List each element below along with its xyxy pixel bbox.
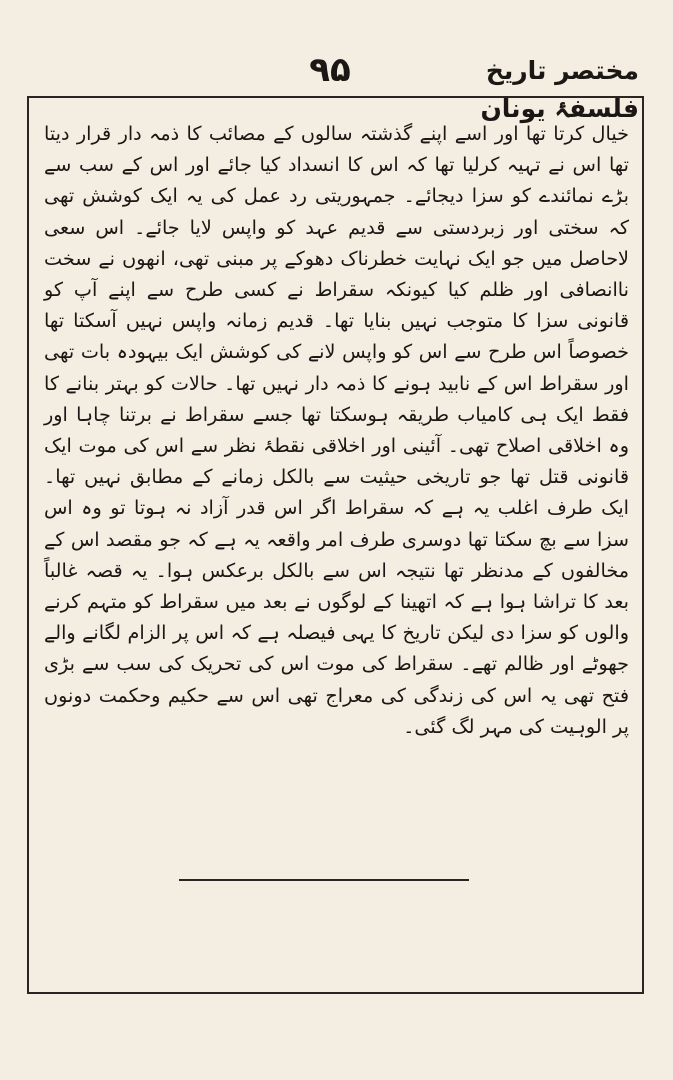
paragraph: خیال کرتا تھا اور اسے اپنے گذشتہ سالوں کے مصائب کا ذمہ دار قرار دیتا تھا اس نے تہیہ کرلیا تھا کہ اس کا انسداد کیا جائے اور اس کے سب سے بڑے نمائندے کو سزا دیجائے۔ جمہوریتی رد عمل کی یہ ایک کوشش تھی کہ سختی اور زبردستی سے قدیم عہد کو واپس لایا جائے۔ اس سعی لاحاصل میں جو ایک نہایت خطرناک دھوکے پر مبنی تھی، انھوں نے سخت ناانصافی اور ظلم کیا کیونکہ سقراط نے کسی طرح سے اپنے آپ کو قانونی سزا کا متوجب نہیں بنایا تھا۔ قدیم زمانہ واپس نہیں آسکتا تھا خصوصاً اس طرح سے اس کو واپس لانے کی کوشش ایک بیہودہ بات تھی اور سقراط اس کے نابید ہونے کا ذمہ دار نہیں تھا۔ حالات کو بہتر بنانے کا فقط ایک ہی کامیاب طریقہ ہوسکتا تھا جسے سقراط نے برتنا چاہا اور وہ اخلاقی اصلاح تھی۔ آئینی اور اخلاقی نقطۂ نظر سے اس کی موت ایک قانونی قتل تھا جو تاریخی حیثیت سے بالکل زمانے کے مطابق نہیں تھا۔ ایک طرف اغلب یہ ہے کہ سقراط اگر اس قدر آزاد نہ ہوتا تو وہ اس سزا سے بچ سکتا تھا دوسری طرف امر واقعہ یہ ہے کہ جو مقصد اس کے مخالفوں کے مدنظر تھا نتیجہ اس سے بالکل برعکس ہوا۔ یہ قصہ غالباً بعد کا تراشا ہوا ہے کہ اتھینا کے لوگوں نے بعد میں سقراط کو متہم کرنے والوں کو سزا دی لیکن تاریخ کا یہی فیصلہ ہے کہ اس پر الزام لگانے والے جھوٹے اور ظالم تھے۔ سقراط کی موت اس کی تحریک کی سب سے بڑی فتح تھی یہ اس کی زندگی کی معراج تھی اس سے حکیم وحکمت دونوں پر الوہیت کی مہر لگ گئی۔ xyxy=(44,122,629,738)
body-text xyxy=(44,118,629,742)
end-rule xyxy=(179,879,469,881)
page-header xyxy=(0,0,673,123)
page-number: ۹۵ xyxy=(309,50,351,90)
running-title: مختصر تاریخ فلسفۂ یونان xyxy=(480,56,639,123)
